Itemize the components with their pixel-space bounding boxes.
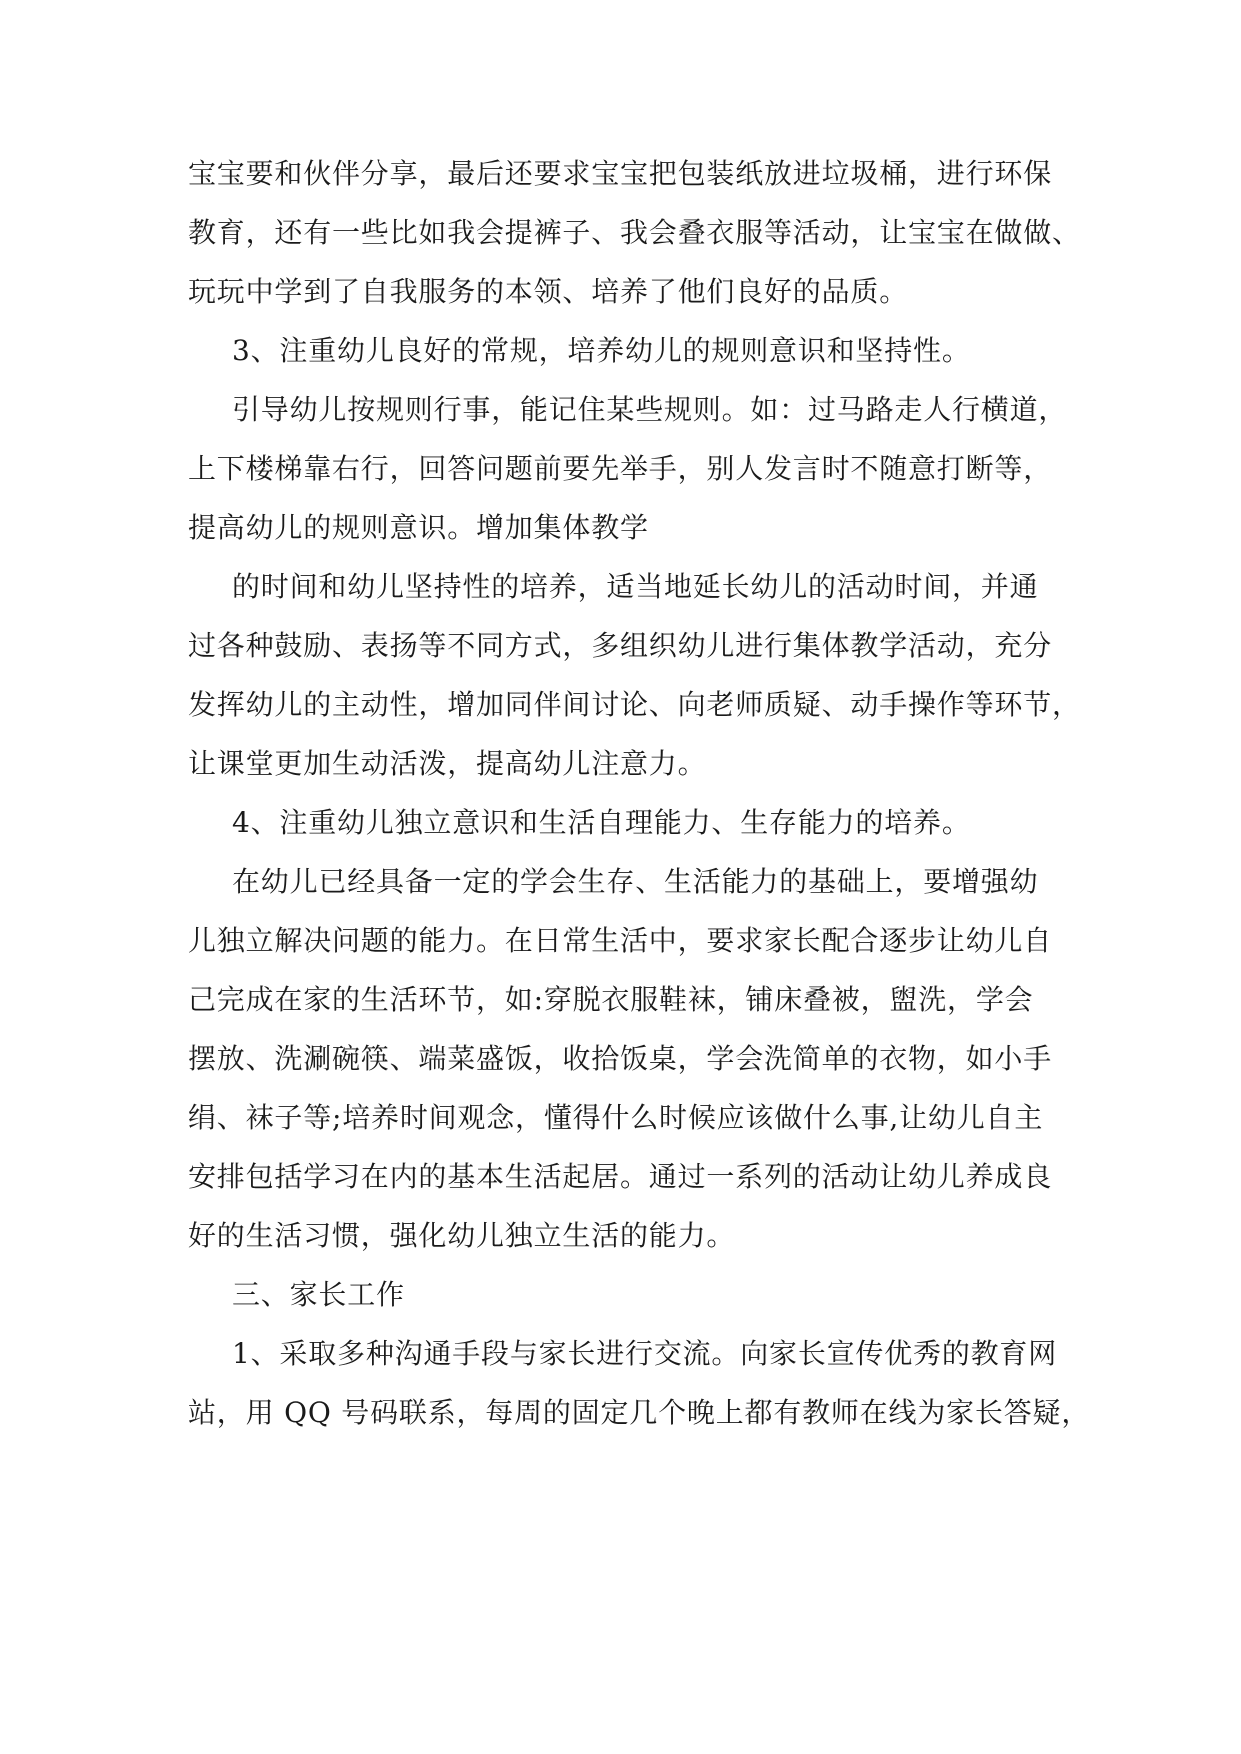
text-line: 好的生活习惯，强化幼儿独立生活的能力。	[188, 1219, 736, 1252]
text-line: 己完成在家的生活环节，如:穿脱衣服鞋袜，铺床叠被，盥洗，学会	[188, 983, 1034, 1016]
text-line: 提高幼儿的规则意识。增加集体教学	[188, 511, 649, 544]
text-line: 宝宝要和伙伴分享，最后还要求宝宝把包装纸放进垃圾桶，进行环保	[188, 157, 1053, 190]
text-line: 儿独立解决问题的能力。在日常生活中，要求家长配合逐步让幼儿自	[188, 924, 1053, 957]
text-line: 1、采取多种沟通手段与家长进行交流。向家长宣传优秀的教育网	[232, 1337, 1058, 1370]
text-line: 绢、袜子等;培养时间观念，懂得什么时候应该做什么事,让幼儿自主	[188, 1101, 1044, 1134]
text-line: 发挥幼儿的主动性，增加同伴间讨论、向老师质疑、动手操作等环节，	[188, 688, 1081, 721]
section-heading: 3、注重幼儿良好的常规，培养幼儿的规则意识和坚持性。	[232, 334, 971, 367]
text-line: 摆放、洗涮碗筷、端菜盛饭，收拾饭桌，学会洗简单的衣物，如小手	[188, 1042, 1053, 1075]
text-line: 过各种鼓励、表扬等不同方式，多组织幼儿进行集体教学活动，充分	[188, 629, 1053, 662]
text-line: 安排包括学习在内的基本生活起居。通过一系列的活动让幼儿养成良	[188, 1160, 1053, 1193]
text-line: 在幼儿已经具备一定的学会生存、生活能力的基础上，要增强幼	[232, 865, 1039, 898]
text-line: 教育，还有一些比如我会提裤子、我会叠衣服等活动，让宝宝在做做、	[188, 216, 1081, 249]
text-line: 站，用 QQ 号码联系，每周的固定几个晚上都有教师在线为家长答疑，	[188, 1396, 1091, 1429]
section-heading: 4、注重幼儿独立意识和生活自理能力、生存能力的培养。	[232, 806, 971, 839]
section-heading: 三、家长工作	[232, 1278, 405, 1311]
text-line: 的时间和幼儿坚持性的培养，适当地延长幼儿的活动时间，并通	[232, 570, 1039, 603]
text-line: 让课堂更加生动活泼，提高幼儿注意力。	[188, 747, 707, 780]
text-line: 玩玩中学到了自我服务的本领、培养了他们良好的品质。	[188, 275, 909, 308]
text-line: 上下楼梯靠右行，回答问题前要先举手，别人发言时不随意打断等，	[188, 452, 1053, 485]
text-line: 引导幼儿按规则行事，能记住某些规则。如：过马路走人行横道，	[232, 393, 1068, 426]
